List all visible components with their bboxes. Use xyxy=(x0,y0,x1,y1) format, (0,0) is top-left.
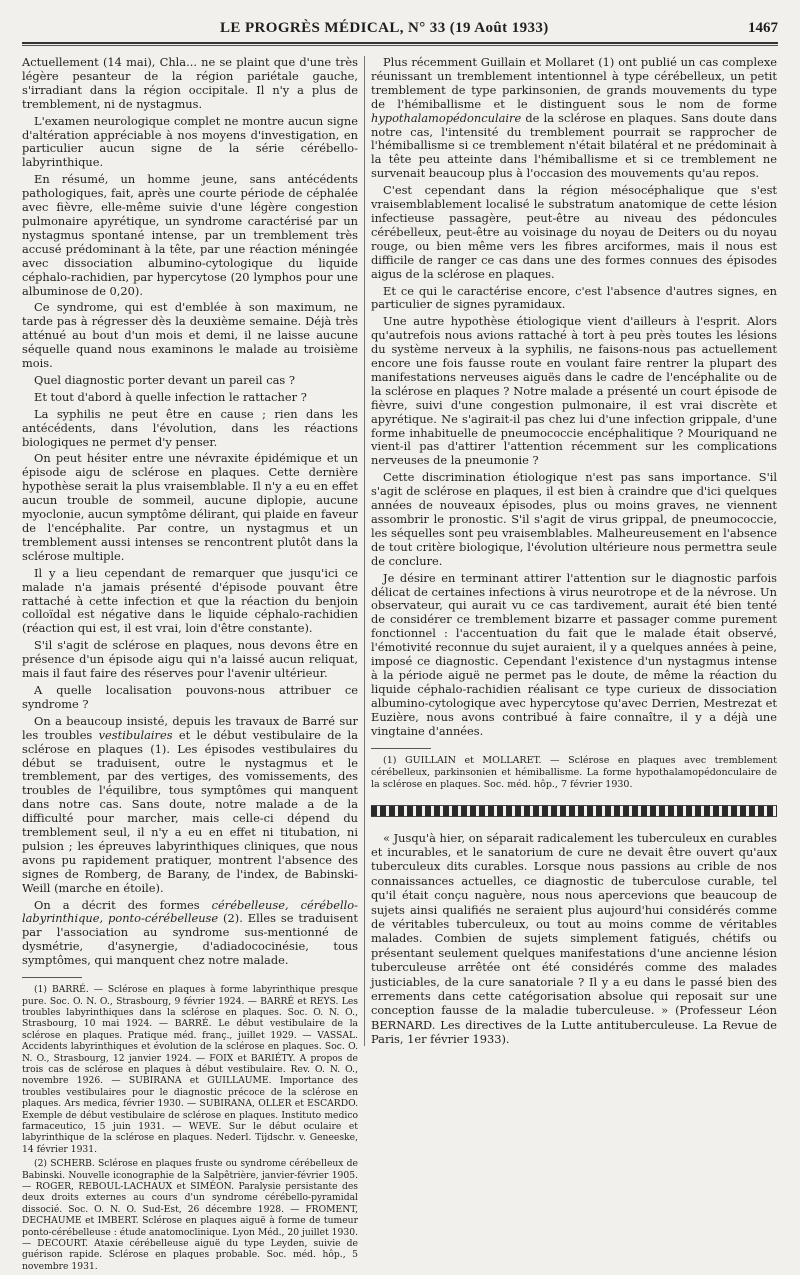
paragraph: C'est cependant dans la région mésocéphalique que s'est vraisemblablement localisé le substratum anatomique de cette lésion infectieuse passagère, peut-être au niveau des pédoncules cérébelleux, peut-être au voisinage du noyau de Deiters ou du noyau rouge, ou bien même vers les fibres arciformes, mais il nous est difficile de ranger ce cas dans une des formes connues des épisodes aigus de la sclérose en plaques. xyxy=(371,183,777,281)
text-run: de la sclérose en plaques. Sans doute dans notre cas, l'intensité du tremblement pourrait se rapprocher de l'hémiballisme si ce tremblement n'était bilatéral et ne prédominait à la tête peu atteinte dans l'hémiballisme et si ce tremblement ne survenait beaucoup plus à l'occasion des mouvements qu'au repos. xyxy=(371,110,777,181)
italic-run: cérébelleuse, cérébello-labyrinthique, ponto-cérébelleuse xyxy=(22,897,358,926)
journal-title: LE PROGRÈS MÉDICAL, N° 33 (19 Août 1933) xyxy=(220,20,549,36)
column-divider xyxy=(364,56,365,1046)
footnote-1: (1) BARRÉ. — Sclérose en plaques à forme labyrinthique presque pure. Soc. O. N. O., Strasbourg, 9 février 1924. — BARRÉ et REYS. Les troubles labyrinthiques dans la sclérose en plaques. Soc. O. N. O., Strasbourg, 10 mai 1924. — BARRÉ. Le début vestibulaire de la sclérose en plaques. Pratique méd. franç., juillet 1929. — VASSAL. Accidents labyrinthiques et évolution de la sclérose en plaques. Soc. O. N. O., Strasbourg, 12 janvier 1924. — FOIX et BARIÉTY. A propos de trois cas de sclérose en plaques à début vestibulaire. Rev. O. N. O., novembre 1926. — SUBIRANA et GUILLAUME. Importance des troubles vestibulaires pour le diagnostic précoce de la sclérose en plaques. Ars medica, février 1930. — SUBIRANA, OLLER et ESCARDO. Exemple de début vestibulaire de sclérose en plaques. Instituto medico farmaceutico, 15 juin 1931. — WEVE. Sur le début oculaire et labyrinthique de la sclérose en plaques. Nederl. Tijdschr. v. Geneeske, 14 février 1931. xyxy=(22,984,358,1155)
quotation-block: « Jusqu'à hier, on séparait radicalement les tuberculeux en curables et incurables, et le sanatorium de cure ne devait être ouvert qu'aux tuberculeux dits curables. Lorsque nous passions au crible de nos connaissances actuelles, ce diagnostic de tuberculose curable, tel qu'il était conçu naguère, nous nous apercevions que beaucoup de sujets ainsi qualifiés ne seraient plus aujourd'hui considérés comme de véritables tuberculeux, ou tout au moins comme de véritables malades. Combien de sujets simplement fatigués, chétifs ou présentant seulement quelques manifestations d'une ancienne lésion tuberculeuse arrêtée ont été considérés comme des malades justiciables, de la cure sanatoriale ? Il y a eu dans le passé bien des errements dans cette catégorisation absolue qui reposait sur une conception fausse de la maladie tuberculeuse. » (Professeur Léon BERNARD. Les directives de la Lutte antituberculeuse. La Revue de Paris, 1er février 1933). xyxy=(371,830,777,1047)
paragraph: Et ce qui le caractérise encore, c'est l'absence d'autres signes, en particulier de signes pyramidaux. xyxy=(371,283,777,312)
text-run: Plus récemment Guillain et Mollaret (1) ont publié un cas complexe réunissant un tremblement intentionnel à type cérébelleux, un petit tremblement de type parkinsonien, de grands mouvements du type de l'hémiballisme et le distinguent sous le nom de forme xyxy=(371,55,777,111)
text-run: On a beaucoup insisté, depuis les travaux de Barré sur les troubles xyxy=(22,713,358,742)
paragraph: L'examen neurologique complet ne montre aucun signe d'altération appréciable à nos moyens d'investigation, en particulier aucun signe de la série cérébello-labyrinthique. xyxy=(22,113,358,170)
paragraph: On peut hésiter entre une névraxite épidémique et un épisode aigu de sclérose en plaques. Cette dernière hypothèse serait la plus vraisemblable. Il n'y a eu en effet aucun trouble de sommeil, aucune diplopie, aucune myoclonie, aucun symptôme délirant, qui plaide en faveur de l'encéphalite. Par contre, un nystagmus et un tremblement aussi intenses se rencontrent plutôt dans la sclérose multiple. xyxy=(22,451,358,563)
page-number: 1467 xyxy=(748,20,778,36)
footnote-rule xyxy=(371,748,431,749)
footnote-2: (2) SCHERB. Sclérose en plaques fruste ou syndrome cérébelleux de Babinski. Nouvelle iconographie de la Salpêtrière, janvier-février 1905. — ROGER, REBOUL-LACHAUX et SIMÉON. Paralysie persistante des deux droits externes au cours d'un syndrome cérébello-pyramidal dissocié. Soc. O. N. O. Sud-Est, 26 décembre 1928. — FROMENT, DECHAUME et IMBERT. Sclérose en plaques aiguë à forme de tumeur ponto-cérébelleuse : étude anatomoclinique. Lyon Méd., 20 juillet 1930. — DECOURT. Ataxie cérébelleuse aiguë du type Leyden, suivie de guérison rapide. Sclérose en plaques probable. Soc. méd. hôp., 5 novembre 1931. xyxy=(22,1158,358,1272)
paragraph: Quel diagnostic porter devant un pareil cas ? xyxy=(34,372,295,387)
paragraph: Et tout d'abord à quelle infection le rattacher ? xyxy=(34,389,307,404)
text-run: (2). Elles se traduisent par l'association au syndrome sus-mentionné de dysmétrie, d'asynergie, d'adiadococinésie, tous symptômes, qui manquent chez notre malade. xyxy=(22,911,358,968)
left-column xyxy=(22,56,358,1275)
running-header xyxy=(22,20,778,40)
paragraph: En résumé, un homme jeune, sans antécédents pathologiques, fait, après une courte période de céphalée avec fièvre, elle-même suivie d'une légère congestion pulmonaire apyrétique, un syndrome caractérisé par un nystagmus spontané intense, par un tremblement très accusé prédominant à la tête, par une réaction méningée avec dissociation albumino-cytologique du liquide céphalo-rachidien, par hypercytose (20 lymphos pour une albuminose de 0,20). xyxy=(22,172,358,298)
italic-run: vestibulaires xyxy=(98,727,173,742)
paragraph: A quelle localisation pouvons-nous attribuer ce syndrome ? xyxy=(22,682,358,711)
paragraph xyxy=(371,56,777,181)
paragraph xyxy=(22,715,358,896)
paragraph xyxy=(22,899,358,969)
text-run: On a décrit des formes xyxy=(34,897,212,912)
paragraph: Une autre hypothèse étiologique vient d'ailleurs à l'esprit. Alors qu'autrefois nous avions rattaché à tort à peu près toutes les lésions du système nerveux à la syphilis, ne faisons-nous pas actuellement encore une fois fausse route en voulant faire rentrer la plupart des manifestations nerveuses aiguës dans le cadre de l'encéphalite ou de la sclérose en plaques ? Notre malade a présenté un court épisode de fièvre, suivi d'une congestion pulmonaire, il est vrai discrète et apyrétique. Ne s'agirait-il pas chez lui d'une infection grippale, d'une forme inhabituelle de pneumococcie encéphalitique ? Mouriquand ne vient-il pas d'attirer l'attention récemment sur les complications nerveuses de la pneumonie ? xyxy=(371,314,777,468)
paragraph: Cette discrimination étiologique n'est pas sans importance. S'il s'agit de sclérose en plaques, il est bien à craindre que d'ici quelques années de nouveaux épisodes, plus ou moins graves, ne viennent assombrir le pronostic. S'il s'agit de virus grippal, de pneumococcie, les séquelles sont peu vraisemblables. Malheureusement en l'absence de tout critère biologique, l'évolution ultérieure nous permettra seule de conclure. xyxy=(371,470,777,568)
italic-run: hypothalamopédonculaire xyxy=(371,110,522,125)
text-run: et le début vestibulaire de la sclérose en plaques (1). Les épisodes vestibulaires du début se traduisent, outre le nystagmus et le tremblement, par des vertiges, des vomissements, des troubles de l'équilibre, tous symptômes qui manquent dans notre cas. Sans doute, notre malade a de la difficulté pour marcher, mais celle-ci dépend du tremblement seul, il n'y a eu en effet ni titubation, ni pulsion ; les épreuves labyrinthiques cliniques, que nous avons pu rapidement pratiquer, montrent l'absence des signes de Romberg, de Barany, de l'index, de Babinski-Weill (marche en étoile). xyxy=(22,727,358,895)
header-rule xyxy=(22,42,778,44)
paragraph: La syphilis ne peut être en cause ; rien dans les antécédents, dans l'évolution, dans les réactions biologiques ne permet d'y penser. xyxy=(22,406,358,449)
footnote-rule xyxy=(22,977,82,978)
header-rule-thin xyxy=(22,45,778,46)
right-column xyxy=(371,56,777,1050)
ornamental-divider xyxy=(371,805,777,817)
paragraph: S'il s'agit de sclérose en plaques, nous devons être en présence d'un épisode aigu qui n'a laissé aucun reliquat, mais il faut faire des réserves pour l'avenir ultérieur. xyxy=(22,638,358,681)
paragraph: Actuellement (14 mai), Chla... ne se plaint que d'une très légère pesanteur de la région pariétale gauche, s'irradiant dans la région occipitale. Il n'y a plus de tremblement, ni de nystagmus. xyxy=(22,55,358,111)
paragraph: Ce syndrome, qui est d'emblée à son maximum, ne tarde pas à régresser dès la deuxième semaine. Déjà très atténué au bout d'un mois et demi, il ne laisse aucune séquelle quand nous examinons le malade au troisième mois. xyxy=(22,300,358,371)
paragraph: Il y a lieu cependant de remarquer que jusqu'ici ce malade n'a jamais présenté d'épisode pouvant être rattaché à cette infection et que la réaction du benjoin colloïdal est négative dans le liquide céphalo-rachidien (réaction qui est, il est vrai, loin d'être constante). xyxy=(22,565,358,636)
paragraph: Je désire en terminant attirer l'attention sur le diagnostic parfois délicat de certaines infections à virus neurotrope et de la névrose. Un observateur, qui aurait vu ce cas tardivement, aurait été bien tenté de considérer ce tremblement bizarre et passager comme purement fonctionnel : l'accentuation du fait que le malade était observé, l'émotivité reconnue du sujet auraient, il y a quelques années à peine, imposé ce diagnostic. Cependant l'existence d'un nystagmus intense à la période aiguë ne permet pas le doute, de même la réaction du liquide céphalo-rachidien réalisant ce type curieux de dissociation albumino-cytologique avec hypercytose qu'avec Derrien, Mestrezat et Euzière, nous avons contribué à faire connaître, il y a déjà une vingtaine d'années. xyxy=(371,570,777,738)
footnote-1: (1) GUILLAIN et MOLLARET. — Sclérose en plaques avec tremblement cérébelleux, parkinsonien et hémiballisme. La forme hypothalamopédonculaire de la sclérose en plaques. Soc. méd. hôp., 7 février 1930. xyxy=(371,754,777,790)
